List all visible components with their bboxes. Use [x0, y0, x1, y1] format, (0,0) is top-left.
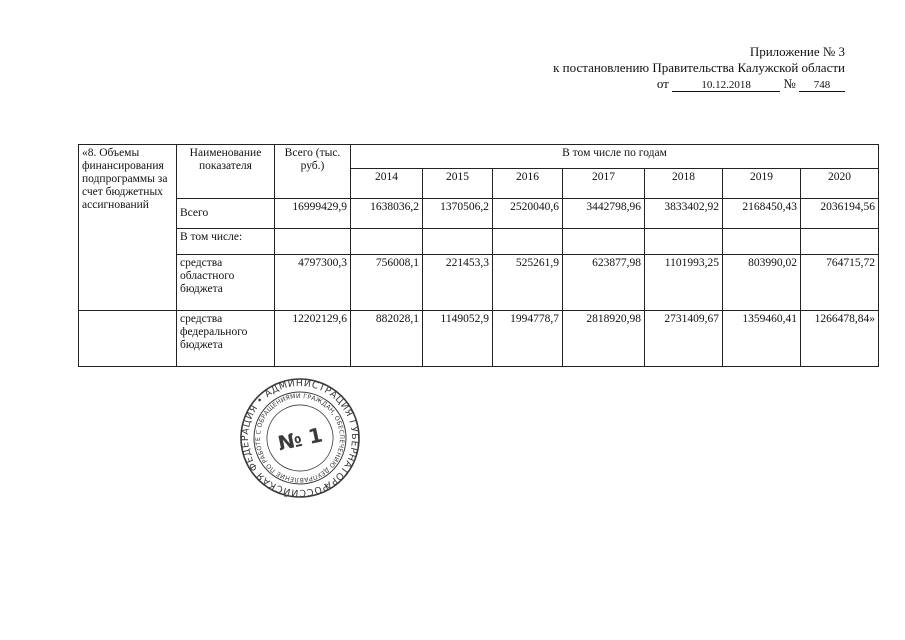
cell-value: 2731409,67: [645, 311, 723, 367]
cell-value: [723, 229, 801, 255]
year-header: 2014: [351, 169, 423, 199]
section-title: «8. Объемы финансирования подпрограммы за счет бюджетных ассигнований: [79, 145, 177, 311]
cell-value: 2818920,98: [563, 311, 645, 367]
resolution-reference: к постановлению Правительства Калужской области: [553, 60, 845, 75]
row-name: средства областного бюджета: [177, 255, 275, 311]
cell-value: 1370506,2: [423, 199, 493, 229]
cell-value: 1266478,84»: [801, 311, 879, 367]
appendix-title: Приложение № 3: [749, 44, 845, 59]
resolution-number: 748: [799, 79, 845, 92]
cell-value: 2520040,6: [493, 199, 563, 229]
cell-value: [801, 229, 879, 255]
year-header: 2015: [423, 169, 493, 199]
cell-value: 1994778,7: [493, 311, 563, 367]
appendix-header: [553, 44, 845, 92]
cell-value: [493, 229, 563, 255]
row-total: 12202129,6: [275, 311, 351, 367]
col-header-total: Всего (тыс. руб.): [275, 145, 351, 199]
number-label: №: [783, 76, 796, 91]
year-header: 2020: [801, 169, 879, 199]
year-header: 2016: [493, 169, 563, 199]
cell-value: 1359460,41: [723, 311, 801, 367]
row-total: 4797300,3: [275, 255, 351, 311]
financing-table: [78, 144, 879, 367]
cell-value: [645, 229, 723, 255]
section-title-filler: [79, 311, 177, 367]
cell-value: 3442798,96: [563, 199, 645, 229]
cell-value: 764715,72: [801, 255, 879, 311]
cell-value: [351, 229, 423, 255]
cell-value: 882028,1: [351, 311, 423, 367]
seal-outer-text: РОССИЙСКАЯ ФЕДЕРАЦИЯ • АДМИНИСТРАЦИЯ ГУБЕРНАТОРА: [239, 377, 361, 499]
table-row: [79, 229, 879, 255]
year-header: 2018: [645, 169, 723, 199]
row-name: В том числе:: [177, 229, 275, 255]
cell-value: 3833402,92: [645, 199, 723, 229]
year-header: 2017: [563, 169, 645, 199]
cell-value: 1101993,25: [645, 255, 723, 311]
col-header-years-group: В том числе по годам: [351, 145, 879, 169]
seal-center-number: № 1: [275, 422, 325, 456]
resolution-date: 10.12.2018: [672, 79, 780, 92]
table-row: [79, 311, 879, 367]
cell-value: 623877,98: [563, 255, 645, 311]
date-number-line: [553, 76, 845, 92]
row-name: Всего: [177, 199, 275, 229]
official-seal: [238, 376, 362, 500]
cell-value: 2036194,56: [801, 199, 879, 229]
cell-value: [563, 229, 645, 255]
seal-inner-text: УПРАВЛЕНИЕ ПО РАБОТЕ С ОБРАЩЕНИЯМИ ГРАЖДАН, ОБЕСПЕЧЕНИЮ ДЕЛОПРОИЗВОДСТВА: [254, 392, 346, 484]
table-row: [79, 199, 879, 229]
table-row: [79, 255, 879, 311]
row-total: [275, 229, 351, 255]
cell-value: 1638036,2: [351, 199, 423, 229]
row-total: 16999429,9: [275, 199, 351, 229]
year-header: 2019: [723, 169, 801, 199]
cell-value: 803990,02: [723, 255, 801, 311]
from-label: от: [656, 76, 669, 91]
row-name: средства федерального бюджета: [177, 311, 275, 367]
cell-value: 525261,9: [493, 255, 563, 311]
cell-value: 2168450,43: [723, 199, 801, 229]
cell-value: [423, 229, 493, 255]
cell-value: 221453,3: [423, 255, 493, 311]
cell-value: 756008,1: [351, 255, 423, 311]
col-header-name: Наименование показателя: [177, 145, 275, 199]
cell-value: 1149052,9: [423, 311, 493, 367]
